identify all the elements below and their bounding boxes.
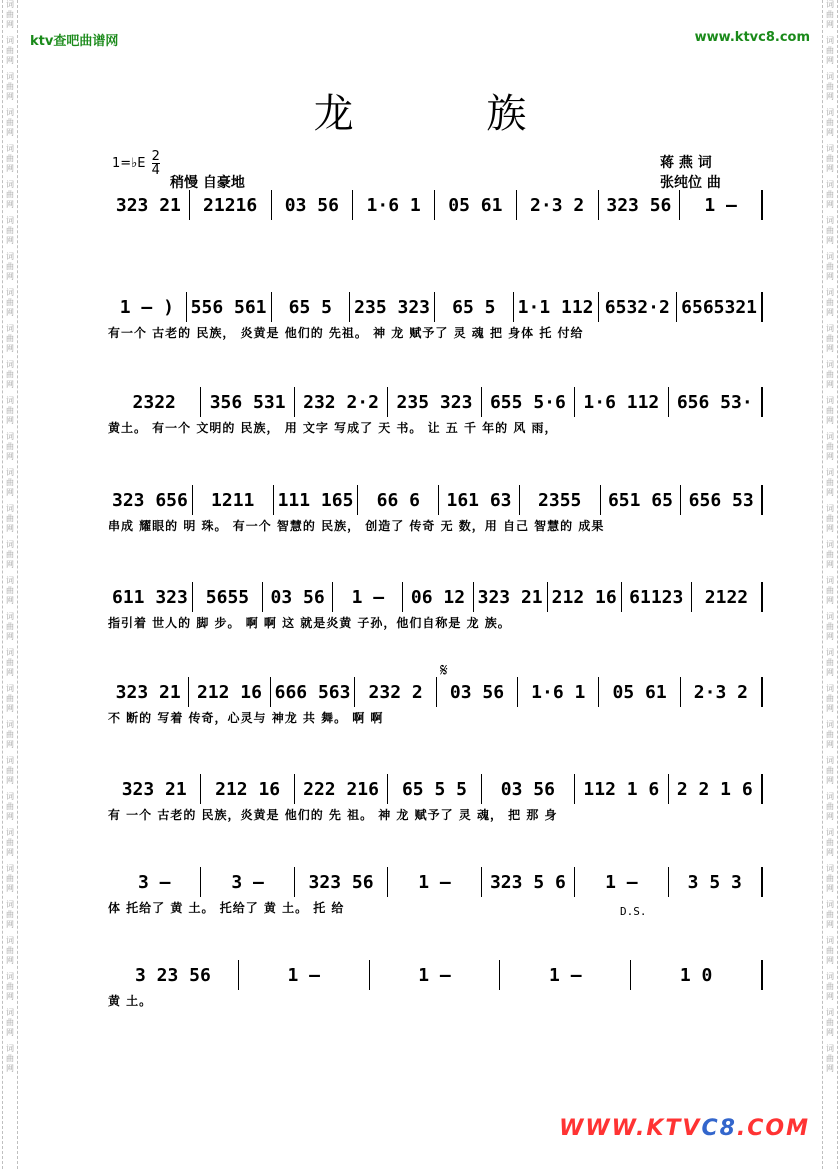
measure: 323 5 6 [482, 867, 575, 897]
measure: 235 323 [388, 387, 481, 417]
measure: 05 61 [599, 677, 680, 707]
score-row [108, 958, 763, 1010]
score-row [108, 385, 763, 437]
measure: 2 2 1 6 [669, 774, 763, 804]
measure: 1 – [333, 582, 403, 612]
measure: 556 561 [187, 292, 272, 322]
measure: 212 16 [201, 774, 294, 804]
measure: 111 165 [274, 485, 359, 515]
lyricist: 蒋 燕 词 [660, 155, 712, 171]
measure: 655 5·6 [482, 387, 575, 417]
measure: 3 23 56 [108, 960, 239, 990]
notes-line [108, 290, 763, 324]
measure: 212 16 [189, 677, 270, 707]
measure: 611 323 [108, 582, 193, 612]
score-row [108, 675, 763, 727]
key-signature [112, 150, 160, 177]
measure: 651 65 [601, 485, 682, 515]
lyrics-line: 串成 耀眼的 明 珠。 有一个 智慧的 民族， 创造了 传奇 无 数，用 自己 智慧的 成果 [108, 519, 605, 533]
notes-line [108, 675, 763, 709]
score-row [108, 772, 763, 824]
time-num: 2 [151, 149, 160, 164]
measure: 323 21 [474, 582, 548, 612]
measure: 6532·2 [599, 292, 678, 322]
measure: 323 56 [599, 190, 681, 220]
measure: 1·6 1 [518, 677, 599, 707]
lyrics-line: 黄 土。 [108, 994, 153, 1008]
notes-line [108, 958, 763, 992]
measure: 2355 [520, 485, 601, 515]
notes-line [108, 188, 763, 222]
footer-logo-b: C8 [701, 1116, 737, 1141]
notes-line [108, 865, 763, 899]
measure: 3 – [201, 867, 294, 897]
key-label: 1=♭E [112, 156, 146, 171]
measure: 05 61 [435, 190, 517, 220]
measure: 1 – [370, 960, 501, 990]
measure: 232 2 [355, 677, 436, 707]
measure: 66 6 [358, 485, 439, 515]
measure: 21216 [190, 190, 272, 220]
score-row [108, 580, 763, 632]
measure: 1·6 112 [575, 387, 668, 417]
site-name-header: ktv查吧曲谱网 [30, 34, 119, 49]
score-row [108, 188, 763, 240]
measure: 06 12 [403, 582, 473, 612]
measure: 112 1 6 [575, 774, 668, 804]
measure: 1 – [680, 190, 763, 220]
measure: 5655 [193, 582, 263, 612]
score-row [108, 483, 763, 535]
measure: 1 0 [631, 960, 763, 990]
lyrics-line: 有一个 古老的 民族， 炎黄是 他们的 先祖。 神 龙 赋予了 灵 魂 把 身体 托 付给 [108, 326, 584, 340]
measure: 03 56 [437, 677, 518, 707]
lyrics-line: 黄土。 有一个 文明的 民族， 用 文字 写成了 天 书。 让 五 千 年的 风 雨， [108, 421, 558, 435]
score-row [108, 290, 763, 342]
time-signature [152, 150, 160, 177]
measure: 3 – [108, 867, 201, 897]
measure: 1 – [500, 960, 631, 990]
measure: 656 53· [669, 387, 763, 417]
lyrics-line: 不 断的 写着 传奇，心灵与 神龙 共 舞。 啊 啊 [108, 711, 384, 725]
measure: 232 2·2 [295, 387, 388, 417]
right-watermark-strip: 词曲网 词曲网 词曲网 词曲网 词曲网 词曲网 词曲网 词曲网 词曲网 词曲网 词曲网 词曲网 词曲网 词曲网 词曲网 词曲网 词曲网 词曲网 词曲网 词曲网 词曲网 词曲网 词曲网 词曲网 词曲网 词曲网 词曲网 词曲网 词曲网 词曲网 [822, 0, 838, 1169]
measure: 222 216 [295, 774, 388, 804]
credits [660, 153, 721, 193]
footer-logo-a: WWW.KTV [559, 1116, 702, 1141]
measure: 2122 [692, 582, 763, 612]
measure: 6565321 [677, 292, 763, 322]
measure: 212 16 [548, 582, 622, 612]
lyrics-line: 有 一个 古老的 民族，炎黄是 他们的 先 祖。 神 龙 赋予了 灵 魂， 把 那 身 [108, 808, 558, 822]
measure: 323 21 [108, 774, 201, 804]
measure: 1·1 112 [514, 292, 599, 322]
song-title: 龙 族 [313, 91, 587, 137]
measure: 1 – [388, 867, 481, 897]
measure: 65 5 [435, 292, 514, 322]
measure: 3 5 3 [669, 867, 763, 897]
footer-logo-c: .COM [736, 1116, 810, 1141]
measure: 1 – [239, 960, 370, 990]
measure: 666 563 [271, 677, 356, 707]
measure: 323 56 [295, 867, 388, 897]
notes-line [108, 385, 763, 419]
measure: 03 56 [263, 582, 333, 612]
measure: 1·6 1 [353, 190, 435, 220]
measure: 356 531 [201, 387, 294, 417]
measure: 2·3 2 [681, 677, 763, 707]
composer: 张纯位 曲 [660, 175, 721, 191]
left-watermark-strip: 词曲网 词曲网 词曲网 词曲网 词曲网 词曲网 词曲网 词曲网 词曲网 词曲网 词曲网 词曲网 词曲网 词曲网 词曲网 词曲网 词曲网 词曲网 词曲网 词曲网 词曲网 词曲网 词曲网 词曲网 词曲网 词曲网 词曲网 词曲网 词曲网 词曲网 [2, 0, 18, 1169]
measure: 03 56 [482, 774, 575, 804]
measure: 323 656 [108, 485, 193, 515]
measure: 2·3 2 [517, 190, 599, 220]
measure: 323 21 [108, 190, 190, 220]
notes-line [108, 580, 763, 614]
measure: 65 5 5 [388, 774, 481, 804]
segno-sign: 𝄋 [440, 660, 448, 681]
footer-logo [559, 1116, 810, 1141]
measure: 656 53 [681, 485, 763, 515]
ds-marking: D.S. [620, 905, 647, 918]
notes-line [108, 483, 763, 517]
lyrics-line: 指引着 世人的 脚 步。 啊 啊 这 就是炎黄 子孙，他们自称是 龙 族。 [108, 616, 511, 630]
measure: 323 21 [108, 677, 189, 707]
measure: 1 – [575, 867, 668, 897]
measure: 61123 [622, 582, 692, 612]
notes-line [108, 772, 763, 806]
time-den: 4 [151, 163, 160, 178]
measure: 1211 [193, 485, 274, 515]
tempo-marking: 稍慢 自豪地 [170, 175, 245, 191]
measure: 2322 [108, 387, 201, 417]
measure: 03 56 [272, 190, 354, 220]
measure: 65 5 [272, 292, 351, 322]
measure: 235 323 [350, 292, 435, 322]
lyrics-line: 体 托给了 黄 土。 托给了 黄 土。 托 给 [108, 901, 345, 915]
site-url-header: www.ktvc8.com [694, 30, 810, 45]
measure: 161 63 [439, 485, 520, 515]
measure: 1 – ) [108, 292, 187, 322]
score-row [108, 865, 763, 917]
lyrics-line [108, 222, 763, 240]
